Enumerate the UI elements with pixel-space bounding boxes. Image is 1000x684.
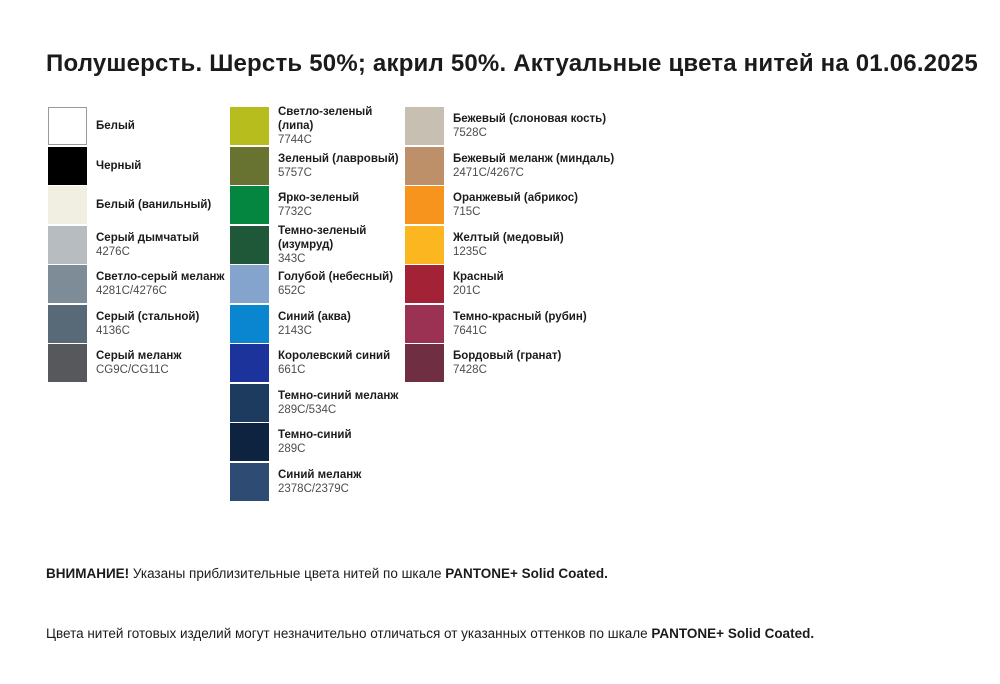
color-labels <box>453 310 587 338</box>
color-swatch <box>48 186 87 224</box>
footer-line-1 <box>46 564 814 584</box>
color-swatch <box>48 265 87 303</box>
color-labels <box>278 152 399 180</box>
color-row <box>230 305 405 343</box>
color-swatch <box>230 226 269 264</box>
color-swatch <box>230 265 269 303</box>
color-labels <box>278 105 405 147</box>
color-labels <box>453 112 606 140</box>
color-name: Зеленый (лавровый) <box>278 152 399 165</box>
color-name: Бежевый (слоновая кость) <box>453 113 607 125</box>
color-row <box>405 344 655 382</box>
footer-line2-text: Цвета нитей готовых изделий могут незначительно отличаться от указанных оттенков по шкале <box>46 626 652 641</box>
color-row <box>405 186 655 224</box>
color-labels <box>278 468 361 496</box>
swatch-column-2 <box>230 107 405 501</box>
color-code: 661C <box>278 364 306 376</box>
color-code: 5757C <box>278 166 312 179</box>
color-code: 201C <box>453 285 481 297</box>
color-code: 2471C/4267C <box>453 166 524 179</box>
color-name: Темно-зеленый (изумруд) <box>278 224 367 251</box>
color-swatch <box>48 344 87 382</box>
footer-line2-pantone: PANTONE+ Solid Coated. <box>651 626 815 641</box>
color-labels <box>96 349 182 377</box>
color-swatch <box>405 186 444 224</box>
color-name: Королевский синий <box>278 350 391 362</box>
color-code: 7428C <box>453 364 487 376</box>
footer-note <box>46 524 814 684</box>
footer-line-2 <box>46 624 814 644</box>
color-swatch <box>230 463 269 501</box>
color-row <box>48 305 230 343</box>
color-swatch <box>405 265 444 303</box>
color-swatch <box>48 107 87 145</box>
color-row <box>230 147 405 185</box>
color-code: 7744C <box>278 134 312 146</box>
color-name: Красный <box>453 271 504 283</box>
color-labels <box>453 231 564 259</box>
color-row <box>230 463 405 501</box>
swatch-column-3 <box>405 107 655 501</box>
color-code: 2378C/2379C <box>278 482 349 495</box>
color-name: Серый меланж <box>96 350 182 362</box>
color-code: 652C <box>278 285 306 297</box>
color-code: CG9C/CG11C <box>96 364 169 376</box>
color-labels <box>278 349 390 377</box>
color-name: Белый <box>96 120 135 132</box>
color-code: 2143C <box>278 324 312 337</box>
swatch-column-1 <box>48 107 230 501</box>
color-labels <box>96 231 199 259</box>
color-name: Белый (ванильный) <box>96 199 212 211</box>
color-code: 7641C <box>453 324 487 337</box>
color-name: Синий меланж <box>278 468 362 481</box>
color-code: 4281C/4276C <box>96 285 167 297</box>
color-row <box>230 226 405 264</box>
color-row <box>48 344 230 382</box>
color-swatch <box>48 226 87 264</box>
color-name: Ярко-зеленый <box>278 192 360 204</box>
color-name: Темно-красный (рубин) <box>453 310 587 323</box>
color-name: Голубой (небесный) <box>278 271 394 283</box>
color-labels <box>453 191 578 219</box>
color-name: Темно-синий меланж <box>278 389 399 402</box>
color-name: Серый дымчатый <box>96 231 200 244</box>
color-name: Бордовый (гранат) <box>453 350 562 362</box>
color-row <box>230 344 405 382</box>
color-code: 289C <box>278 443 306 455</box>
color-code: 7732C <box>278 206 312 218</box>
footer-line1-text: Указаны приблизительные цвета нитей по шкале <box>129 566 446 581</box>
color-name: Светло-серый меланж <box>96 271 225 283</box>
color-labels <box>453 270 504 298</box>
swatch-grid <box>48 107 655 501</box>
color-labels <box>278 389 398 417</box>
color-row <box>230 265 405 303</box>
warning-label: ВНИМАНИЕ! <box>46 566 130 581</box>
color-labels <box>278 270 393 298</box>
color-row <box>405 107 655 145</box>
color-swatch <box>405 226 444 264</box>
color-swatch <box>405 147 444 185</box>
color-code: 289C/534C <box>278 403 337 416</box>
color-labels <box>278 191 359 219</box>
color-name: Темно-синий <box>278 429 352 441</box>
color-code: 343C <box>278 252 306 265</box>
color-swatch <box>48 305 87 343</box>
color-labels <box>453 152 614 180</box>
color-code: 4136C <box>96 324 130 337</box>
color-swatch <box>230 305 269 343</box>
color-labels <box>453 349 561 377</box>
color-row <box>48 107 230 145</box>
color-swatch <box>230 384 269 422</box>
color-row <box>230 186 405 224</box>
color-row <box>230 384 405 422</box>
color-row <box>48 186 230 224</box>
color-code: 7528C <box>453 127 487 139</box>
color-swatch <box>230 344 269 382</box>
color-code: 715C <box>453 206 481 218</box>
color-row <box>230 423 405 461</box>
color-row <box>48 226 230 264</box>
color-swatch <box>405 107 444 145</box>
color-name: Черный <box>96 159 142 172</box>
color-swatch <box>48 147 87 185</box>
color-row <box>405 226 655 264</box>
color-labels <box>96 198 211 212</box>
color-row <box>405 265 655 303</box>
color-swatch <box>230 147 269 185</box>
color-labels <box>278 310 351 338</box>
color-swatch <box>405 344 444 382</box>
color-swatch <box>230 107 269 145</box>
color-name: Желтый (медовый) <box>453 231 564 244</box>
color-swatch <box>230 186 269 224</box>
color-labels <box>96 270 225 298</box>
footer-line1-pantone: PANTONE+ Solid Coated. <box>445 566 608 581</box>
color-row <box>48 265 230 303</box>
color-row <box>230 107 405 145</box>
color-name: Бежевый меланж (миндаль) <box>453 152 615 165</box>
color-labels <box>96 310 199 338</box>
color-swatch <box>405 305 444 343</box>
color-labels <box>96 119 135 133</box>
page-title: Полушерсть. Шерсть 50%; акрил 50%. Актуальные цвета нитей на 01.06.2025 <box>46 50 978 77</box>
color-labels <box>278 428 352 456</box>
color-swatch <box>230 423 269 461</box>
color-code: 4276C <box>96 245 130 258</box>
color-labels <box>278 224 405 266</box>
color-name: Синий (аква) <box>278 310 351 323</box>
color-name: Оранжевый (абрикос) <box>453 192 578 204</box>
color-name: Серый (стальной) <box>96 310 200 323</box>
color-row <box>405 305 655 343</box>
color-name: Светло-зеленый (липа) <box>278 106 373 132</box>
color-row <box>48 147 230 185</box>
color-code: 1235C <box>453 245 487 258</box>
color-row <box>405 147 655 185</box>
color-labels <box>96 159 141 173</box>
